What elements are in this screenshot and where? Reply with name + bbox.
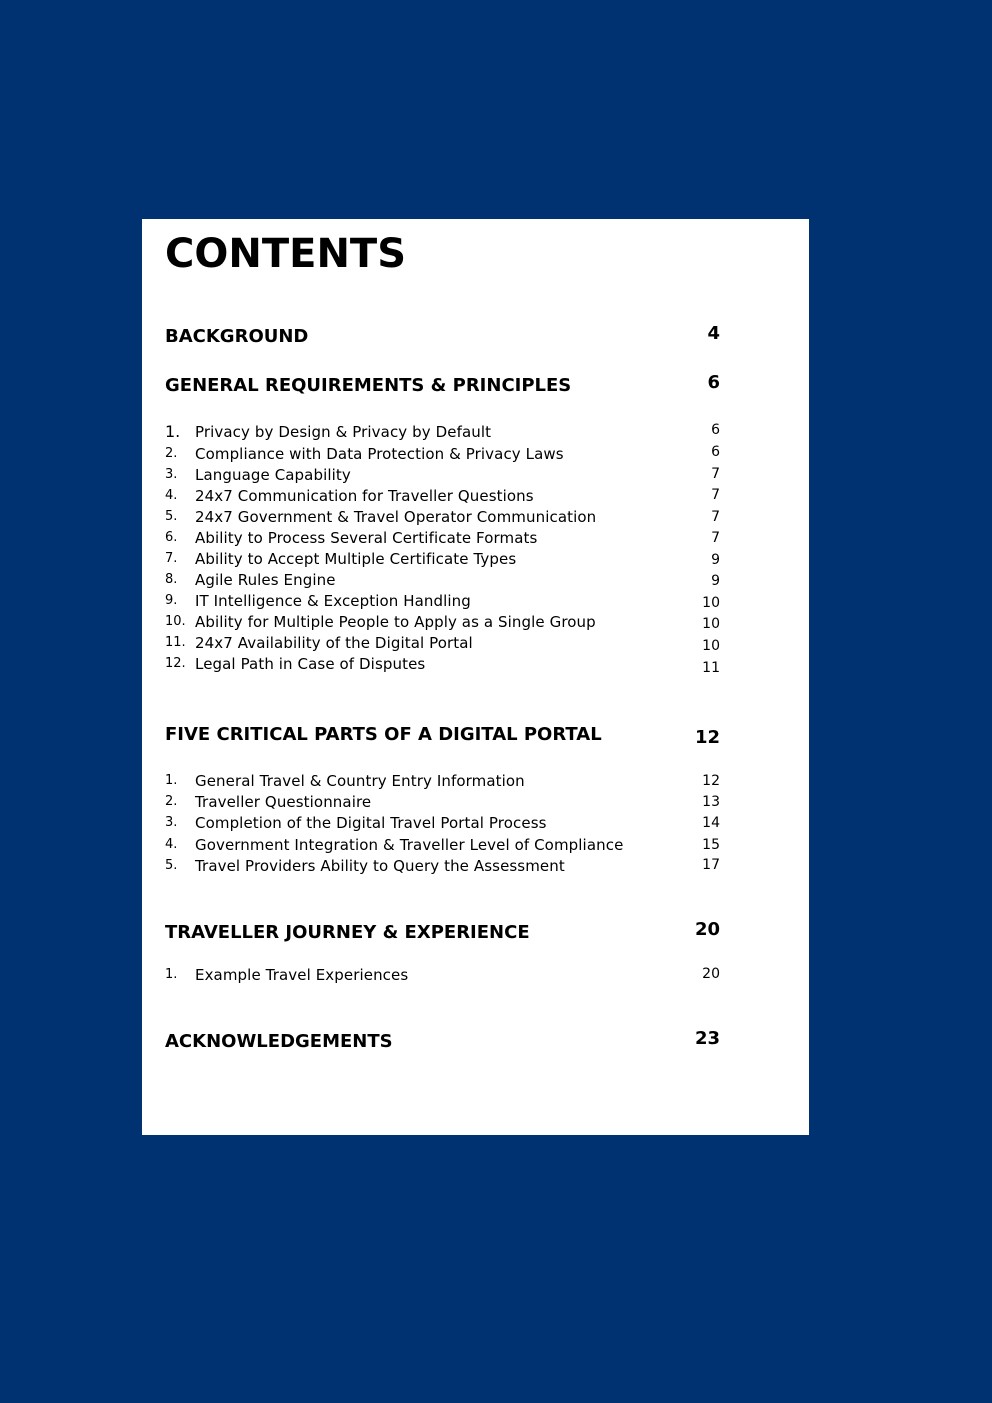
toc-entry-title: Ability to Accept Multiple Certificate Types <box>195 550 517 568</box>
toc-entry-number: 11. <box>165 635 186 650</box>
toc-section-five-critical-parts[interactable] <box>165 721 720 747</box>
toc-entry-number: 1. <box>165 422 181 441</box>
toc-entry-title: Ability for Multiple People to Apply as a Single Group <box>195 613 596 631</box>
toc-section-page: 12 <box>694 727 720 748</box>
toc-entry[interactable] <box>165 965 720 985</box>
toc-entry-page: 13 <box>702 794 720 810</box>
toc-entry-title: Privacy by Design & Privacy by Default <box>195 423 492 441</box>
toc-section-title: BACKGROUND <box>165 326 309 347</box>
page-title: CONTENTS <box>165 231 407 277</box>
toc-entry[interactable] <box>165 507 720 527</box>
toc-entry[interactable] <box>165 612 720 632</box>
toc-entry[interactable] <box>165 654 720 674</box>
toc-entry-page: 15 <box>702 837 720 853</box>
toc-section-acknowledgements[interactable] <box>165 1028 720 1054</box>
toc-entry-number: 4. <box>165 837 178 852</box>
toc-entry[interactable] <box>165 591 720 611</box>
toc-entry-title: Completion of the Digital Travel Portal Process <box>195 814 547 832</box>
toc-entry-title: Traveller Questionnaire <box>195 793 372 811</box>
toc-entry-page: 7 <box>711 509 720 525</box>
toc-section-background[interactable] <box>165 323 720 349</box>
toc-entry-title: Compliance with Data Protection & Privacy Laws <box>195 445 564 463</box>
toc-entry-page: 9 <box>711 573 720 589</box>
toc-section-title: ACKNOWLEDGEMENTS <box>165 1031 393 1052</box>
toc-entry-number: 6. <box>165 530 178 545</box>
toc-entry-page: 6 <box>711 422 720 438</box>
toc-entry[interactable] <box>165 570 720 590</box>
toc-entry-page: 7 <box>711 487 720 503</box>
toc-entry-page: 10 <box>702 616 720 632</box>
toc-entry-title: 24x7 Availability of the Digital Portal <box>195 634 473 652</box>
toc-entry-number: 3. <box>165 467 178 482</box>
toc-entry-title: General Travel & Country Entry Information <box>195 772 525 790</box>
toc-entry-page: 12 <box>702 773 720 789</box>
toc-entry-page: 17 <box>702 857 720 873</box>
toc-entry-page: 10 <box>702 595 720 611</box>
toc-entry-page: 6 <box>711 444 720 460</box>
toc-entry-page: 9 <box>711 552 720 568</box>
toc-entry-number: 1. <box>165 967 178 982</box>
toc-entry-title: 24x7 Communication for Traveller Questions <box>195 487 534 505</box>
toc-entry[interactable] <box>165 856 720 876</box>
toc-entry-number: 8. <box>165 572 178 587</box>
toc-section-page: 4 <box>707 323 720 344</box>
toc-entry-number: 3. <box>165 815 178 830</box>
toc-entry[interactable] <box>165 813 720 833</box>
toc-entry-number: 7. <box>165 551 178 566</box>
toc-entry-title: 24x7 Government & Travel Operator Communication <box>195 508 597 526</box>
toc-entry-page: 10 <box>702 638 720 654</box>
toc-entry-title: Language Capability <box>195 466 351 484</box>
toc-entry-number: 4. <box>165 488 178 503</box>
toc-entry-number: 5. <box>165 509 178 524</box>
toc-entry-title: Travel Providers Ability to Query the Assessment <box>195 857 565 875</box>
toc-entry[interactable] <box>165 835 720 855</box>
toc-entry-page: 11 <box>702 660 720 676</box>
toc-entry-number: 9. <box>165 593 178 608</box>
toc-entry[interactable] <box>165 444 720 464</box>
toc-entry-number: 10. <box>165 614 186 629</box>
toc-entry-page: 14 <box>702 815 720 831</box>
toc-entry-title: Example Travel Experiences <box>195 966 409 984</box>
toc-entry[interactable] <box>165 792 720 812</box>
toc-entry-number: 5. <box>165 858 178 873</box>
toc-entry-title: Government Integration & Traveller Level of Compliance <box>195 836 624 854</box>
toc-entry-number: 1. <box>165 773 178 788</box>
toc-section-page: 20 <box>694 919 720 940</box>
toc-entry[interactable] <box>165 633 720 653</box>
toc-section-page: 6 <box>707 372 720 393</box>
toc-entry[interactable] <box>165 486 720 506</box>
toc-entry-title: Ability to Process Several Certificate Formats <box>195 529 538 547</box>
toc-entry-page: 7 <box>711 466 720 482</box>
toc-entry[interactable] <box>165 528 720 548</box>
toc-entry-number: 12. <box>165 656 186 671</box>
toc-entry-title: IT Intelligence & Exception Handling <box>195 592 471 610</box>
toc-entry-page: 7 <box>711 530 720 546</box>
toc-entry[interactable] <box>165 549 720 569</box>
toc-section-title: FIVE CRITICAL PARTS OF A DIGITAL PORTAL <box>165 724 602 745</box>
toc-section-title: GENERAL REQUIREMENTS & PRINCIPLES <box>165 375 572 396</box>
toc-entry-title: Agile Rules Engine <box>195 571 336 589</box>
toc-section-title: TRAVELLER JOURNEY & EXPERIENCE <box>165 922 530 943</box>
toc-entry-number: 2. <box>165 446 178 461</box>
toc-entry[interactable] <box>165 422 720 442</box>
toc-entry-page: 20 <box>702 966 720 982</box>
toc-section-traveller-journey[interactable] <box>165 919 720 945</box>
toc-entry[interactable] <box>165 771 720 791</box>
toc-section-page: 23 <box>694 1028 720 1049</box>
toc-entry-title: Legal Path in Case of Disputes <box>195 655 426 673</box>
toc-entry[interactable] <box>165 465 720 485</box>
toc-section-general-requirements[interactable] <box>165 372 720 398</box>
toc-entry-number: 2. <box>165 794 178 809</box>
